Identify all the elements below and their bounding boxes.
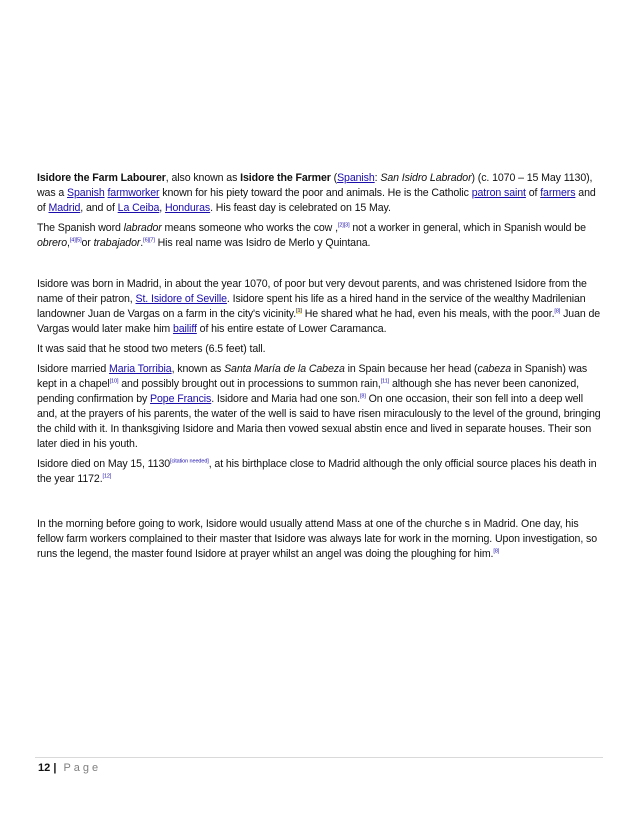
intro-paragraph [37,171,603,216]
text: of [525,187,541,199]
footer-separator: | [53,762,57,774]
italic-term: cabeza [477,363,511,375]
reference-8[interactable]: [8] [360,393,366,400]
text: . Isidore and Maria had one son. [211,393,360,405]
text: although she has never been canonized, pending confirmation by [37,378,579,405]
link-la-ceiba[interactable]: La Ceiba [117,202,160,214]
reference-12[interactable]: [12] [102,473,112,480]
reference-1[interactable]: [1] [296,308,302,315]
text: , [159,202,165,214]
etymology-paragraph [37,221,603,251]
legend-paragraph [37,517,603,562]
text: ( [330,172,338,184]
text: and possibly brought out in processions to summon rain, [118,378,381,390]
italic-term: labrador [123,222,162,234]
reference-8[interactable]: [8] [554,308,561,315]
article-body [37,171,603,567]
reference-11[interactable]: [11] [380,378,390,385]
italic-term: obrero [37,237,68,249]
link-madrid[interactable]: Madrid [48,202,81,214]
height-paragraph [37,342,603,357]
text: or [81,237,94,249]
text: Juan de Vargas would later make him [37,308,601,335]
link-spanish-language[interactable]: Spanish [337,172,375,184]
italic-term: Santa María de la Cabeza [224,363,345,375]
subject-alt-name: Isidore the Farmer [240,172,331,184]
death-paragraph [37,457,603,487]
text: known for his piety toward the poor and animals. He is the Catholic [159,187,472,199]
link-bailiff[interactable]: bailiff [172,323,197,335]
reference-6-7[interactable]: [6][7] [143,237,155,244]
text: not a worker in general, which in Spanish would be [349,222,586,234]
text: It was said that he stood two meters (6.5 feet) tall. [37,343,266,355]
text: . Isidore spent his life as a hired hand in the service of the wealthy Madrilenian landowner Juan de Vargas on a farm in the city's vicinity. [37,293,586,320]
italic-term: trabajador [93,237,141,249]
spanish-name: San Isidro Labrador [380,172,472,184]
text: . His feast day is celebrated on 15 May. [210,202,391,214]
text: He shared what he had, even his meals, with the poor. [301,308,555,320]
page-number: 12 [38,762,51,774]
text: Isidore died on May 15, 1130 [37,458,171,470]
page-footer [38,762,101,774]
link-maria-torribia[interactable]: Maria Torribia [109,363,172,375]
footer-divider [35,757,603,758]
link-farmworker[interactable]: farmworker [107,187,160,199]
text: : [374,172,381,184]
link-spanish[interactable]: Spanish [67,187,105,199]
text: . [140,237,144,249]
reference-4-5[interactable]: [4][5] [69,237,82,244]
subject-bold-name: Isidore the Farm Labourer [37,172,166,184]
text: of his entire estate of Lower Caramanca. [196,323,387,335]
text: , [67,237,70,249]
reference-2-3[interactable]: [2][3] [337,222,350,229]
text: In the morning before going to work, Isidore would usually attend Mass at one of the churche s in Madrid. One day, his fellow farm workers complained to their master that Isidore was always late for work in the morning. Upon investigation, so runs the legend, the master found Isidore at prayer whilst an angel was doing the ploughing for him. [37,518,598,560]
text: His real name was Isidro de Merlo y Quintana. [154,237,371,249]
link-farmers[interactable]: farmers [540,187,576,199]
early-life-paragraph [37,277,603,337]
text: , at his birthplace close to Madrid although the only official source places his death in the year 1172. [37,458,597,485]
text: On one occasion, their son fell into a deep well and, at the prayers of his parents, the water of the well is said to have risen miraculously to the level of the ground, bringing the child with it. In thanksgiving Isidore and Maria then vowed sexual abstin ence and lived in separate houses. Their son later died in his youth. [37,393,601,450]
text: Isidore was born in Madrid, in about the year 1070, of poor but very devout parents, and was christened Isidore from the name of their patron, [37,278,587,305]
link-patron-saint[interactable]: patron saint [471,187,526,199]
text: means someone who works the cow , [161,222,338,234]
text: , known as [171,363,225,375]
text: ) (c. 1070 – 15 May 1130), was a [37,172,593,199]
link-honduras[interactable]: Honduras [164,202,211,214]
text: , and of [80,202,118,214]
citation-needed[interactable]: [citation needed] [170,458,209,465]
text: in Spanish) was kept in a chapel [37,363,588,390]
reference-10[interactable]: [10] [109,378,119,385]
text: in Spain because her head ( [344,363,478,375]
page-label: Page [63,762,102,774]
text: , also known as [165,172,241,184]
link-isidore-of-seville[interactable]: St. Isidore of Seville [135,293,227,305]
text: Isidore married [37,363,109,375]
marriage-paragraph [37,362,603,452]
link-pope-francis[interactable]: Pope Francis [150,393,212,405]
text: and of [37,187,596,214]
reference-8[interactable]: [8] [493,548,500,555]
text: The Spanish word [37,222,124,234]
